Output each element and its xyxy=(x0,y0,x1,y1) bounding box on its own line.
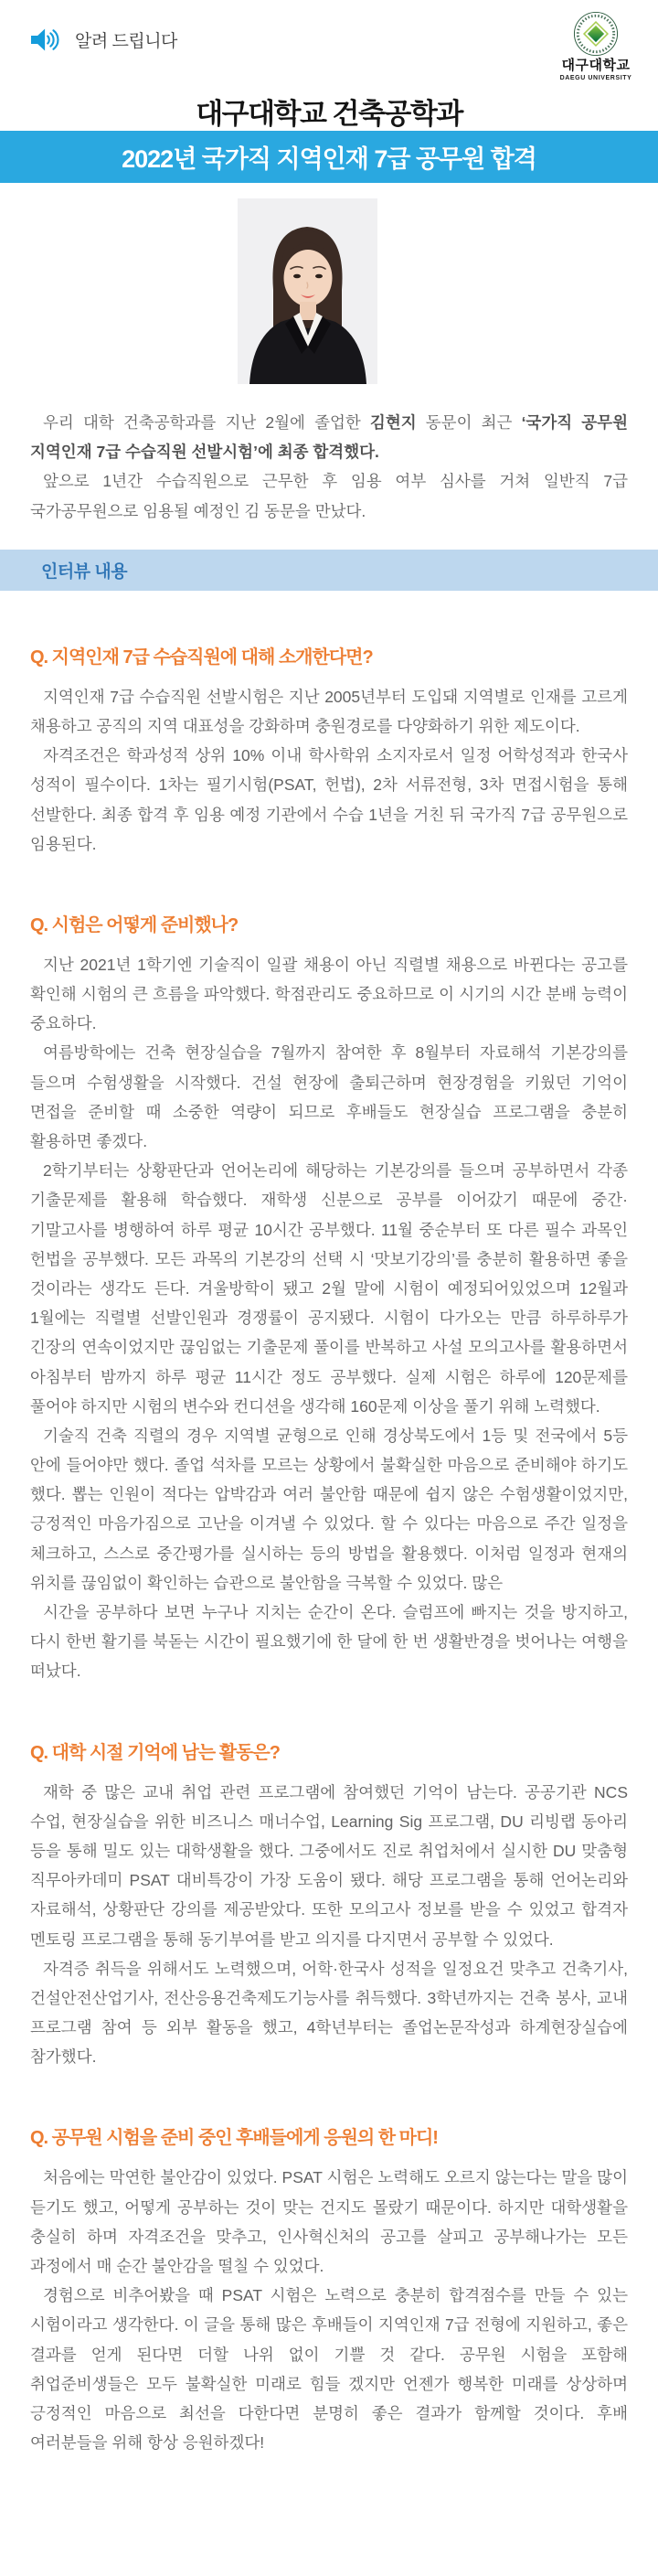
interview-answer xyxy=(30,1778,628,2072)
answer-paragraph: 기술직 건축 직렬의 경우 지역별 균형으로 인해 경상북도에서 1등 및 전국에서 5등 안에 들어야만 했다. 졸업 석차를 모르는 상황에서 불확실한 마음으로 준비해야 하기도 했다. 뽑는 인원이 적다는 압박감과 여러 불안함 때문에 쉽지 않은 수험생활이었지만, 긍정적인 마음가짐으로 고난을 이겨낼 수 있었다. 할 수 있다는 마음으로 주간 일정을 체크하고, 스스로 중간평가를 실시하는 등의 방법을 활용했다. 이처럼 일정과 현재의 위치를 끊임없이 확인하는 습관으로 불안함을 극복할 수 있었다. 많은 xyxy=(30,1426,628,1592)
answer-paragraph: 2학기부터는 상황판단과 언어논리에 해당하는 기본강의를 들으며 공부하면서 각종 기출문제를 활용해 학습했다. 재학생 신분으로 공부를 이어갔기 때문에 중간·기말고사를 병행하여 하루 평균 10시간 공부했다. 11월 중순부터 또 다른 필수 과목인 헌법을 공부했다. 모든 과목의 기본강의 선택 시 ‘맛보기강의’를 충분히 활용하면 좋을 것이라는 생각도 든다. 겨울방학이 됐고 2월 말에 시험이 예정되어있었으며 12월과 1월에는 직렬별 선발인원과 경쟁률이 공지됐다. 시험이 다가오는 만큼 하루하루가 긴장의 연속이었지만 끊임없는 기출문제 풀이를 반복하고 사설 모의고사를 활용하면서 아침부터 밤까지 하루 평균 11시간 정도 공부했다. 실제 시험은 하루에 120문제를 풀어야 하지만 시험의 변수와 컨디션을 생각해 160문제 이상을 풀기 위해 노력했다. xyxy=(30,1161,628,1416)
university-logo xyxy=(554,11,638,82)
intro-text: 우리 대학 건축공학과를 지난 2월에 졸업한 xyxy=(43,413,370,432)
page-title: 대구대학교 건축공학과 xyxy=(196,97,462,130)
headline-banner-text: 2022년 국가직 지역인재 7급 공무원 합격 xyxy=(122,145,536,173)
qa-block xyxy=(30,642,628,859)
speaker-icon xyxy=(31,27,60,52)
headline-banner xyxy=(0,131,658,183)
answer-paragraph: 지난 2021년 1학기엔 기술직이 일괄 채용이 아닌 직렬별 채용으로 바뀐다는 공고를 확인해 시험의 큰 흐름을 파악했다. 학점관리도 중요하므로 이 시기의 시간 분배 능력이 중요하다. xyxy=(30,955,628,1033)
qa-list xyxy=(0,642,658,2576)
university-emblem-icon xyxy=(573,11,619,57)
intro-paragraph-2: 앞으로 1년간 수습직원으로 근무한 후 임용 여부 심사를 거쳐 일반직 7급 국가공무원으로 임용될 예정인 김 동문을 만났다. xyxy=(30,472,628,520)
interview-section-band xyxy=(0,550,658,591)
exam-name-bold: ‘국가직 공무원 지역인재 7급 수습직원 선발시험’에 최종 합격했다. xyxy=(30,413,628,462)
answer-paragraph: 여름방학에는 건축 현장실습을 7월까지 참여한 후 8월부터 자료해석 기본강의를 들으며 수험생활을 시작했다. 건설 현장에 출퇴근하며 현장경험을 키웠던 기억이 면접을 준비할 때 소중한 역량이 되므로 후배들도 현장실습 프로그램을 충분히 활용하면 좋겠다. xyxy=(30,1043,628,1150)
answer-paragraph: 자격증 취득을 위해서도 노력했으며, 어학·한국사 성적을 일정요건 맞추고 건축기사, 건설안전산업기사, 전산응용건축제도기능사를 취득했다. 3학년까지는 건축 봉사, 교내 프로그램 참여 등 외부 활동을 했고, 4학년부터는 졸업논문작성과 하계현장실습에 참가했다. xyxy=(30,1959,628,2067)
qa-block xyxy=(30,2122,628,2457)
logo-korean-name: 대구대학교 xyxy=(561,58,631,73)
answer-paragraph: 시간을 공부하다 보면 누구나 지치는 순간이 온다. 슬럼프에 빠지는 것을 방지하고, 다시 한번 활기를 북돋는 시간이 필요했기에 한 달에 한 번 생활반경을 벗어나는 여행을 떠났다. xyxy=(30,1603,628,1681)
answer-paragraph: 경험으로 비추어봤을 때 PSAT 시험은 노력으로 충분히 합격점수를 만들 수 있는 시험이라고 생각한다. 이 글을 통해 많은 후배들이 지역인재 7급 전형에 지원하고, 좋은 결과를 얻게 된다면 더할 나위 없이 기쁠 것 같다. 공무원 시험을 포함해 취업준비생들은 모두 불확실한 미래로 힘들 겠지만 언젠가 행복한 미래를 상상하며 긍정적인 마음으로 최선을 다한다면 분명히 좋은 결과가 함께할 것이다. 후배 여러분들을 위해 항상 응원하겠다! xyxy=(30,2286,628,2453)
interview-answer xyxy=(30,950,628,1686)
intro-section xyxy=(0,408,658,526)
answer-paragraph: 지역인재 7급 수습직원 선발시험은 지난 2005년부터 도입돼 지역별로 인재를 고르게 채용하고 공직의 지역 대표성을 강화하며 충원경로를 다양화하기 위한 제도이다. xyxy=(30,687,628,735)
interview-answer xyxy=(30,2163,628,2457)
answer-paragraph: 자격조건은 학과성적 상위 10% 이내 학사학위 소지자로서 일정 어학성적과 한국사 성적이 필수이다. 1차는 필기시험(PSAT, 헌법), 2차 서류전형, 3차 면접시험을 통해 선발한다. 최종 합격 후 임용 예정 기관에서 수습 1년을 거친 뒤 국가직 7급 공무원으로 임용된다. xyxy=(30,746,628,853)
page-header xyxy=(0,0,658,128)
portrait-photo xyxy=(238,198,377,384)
answer-paragraph: 재학 중 많은 교내 취업 관련 프로그램에 참여했던 기억이 남는다. 공공기관 NCS 수업, 현장실습을 위한 비즈니스 매너수업, Learning Sig 프로그램, DU 리빙랩 동아리 등을 통해 밀도 있는 대학생활을 했다. 그중에서도 진로 취업처에서 실시한 DU 맞춤형 직무아카데미 PSAT 대비특강이 가장 도움이 됐다. 해당 프로그램을 통해 언어논리와 자료해석, 상황판단 강의를 제공받았다. 또한 모의고사 정보를 받을 수 있었고 합격자 멘토링 프로그램을 통해 동기부여를 받고 의지를 다지면서 공부할 수 있었다. xyxy=(30,1782,628,1949)
logo-english-name: DAEGU UNIVERSITY xyxy=(559,74,632,81)
interview-question: Q. 대학 시절 기억에 남는 활동은? xyxy=(30,1742,280,1763)
interview-question: Q. 지역인재 7급 수습직원에 대해 소개한다면? xyxy=(30,647,373,668)
notice-label: 알려 드립니다 xyxy=(75,32,177,51)
alumna-name: 김현지 xyxy=(369,413,417,432)
qa-block xyxy=(30,910,628,1686)
answer-paragraph: 처음에는 막연한 불안감이 있었다. PSAT 시험은 노력해도 오르지 않는다는 말을 많이 듣기도 했고, 어떻게 공부하는 것이 맞는 건지도 몰랐기 때문이다. 하지만 대학생활을 충실히 하며 자격조건을 맞추고, 인사혁신처의 공고를 살피고 공부해나가는 모든 과정에서 매 순간 불안감을 떨칠 수 있었다. xyxy=(30,2168,628,2275)
intro-paragraph-1 xyxy=(30,408,628,466)
intro-text: 동문이 최근 xyxy=(416,413,522,432)
interview-answer xyxy=(30,682,628,859)
notice-row xyxy=(31,27,177,52)
interview-question: Q. 시험은 어떻게 준비했나? xyxy=(30,914,239,935)
interview-question: Q. 공무원 시험을 준비 중인 후배들에게 응원의 한 마디! xyxy=(30,2128,438,2149)
interview-section-title: 인터뷰 내용 xyxy=(41,561,128,582)
qa-block xyxy=(30,1737,628,2072)
